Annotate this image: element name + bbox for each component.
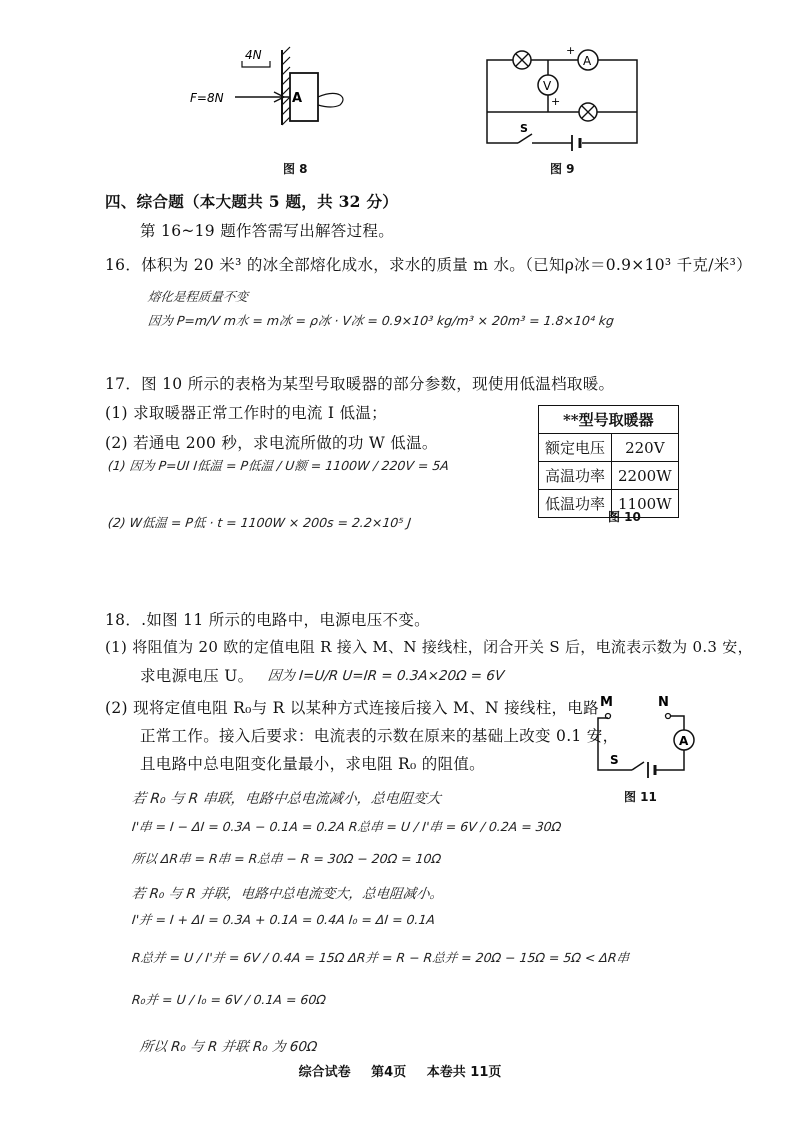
footer-subject: 综合试卷 — [298, 1065, 351, 1080]
figure-9-plus-1: + — [566, 44, 576, 57]
q16-answer-line-2: 因为 P=m/V m水 = m冰 = ρ冰 · V冰 = 0.9×10³ kg/m³ × 20m³ = 1.8×10⁴ kg — [147, 313, 615, 328]
q16-text: 16．体积为 20 米³ 的冰全部熔化成水，求水的质量 m 水。（已知ρ冰＝0.9×10³ 千克/米³） — [105, 256, 752, 274]
q18-part-1-a: (1) 将阻值为 20 欧的定值电阻 R 接入 M、N 接线柱，闭合开关 S 后，电流表示数为 0.3 安， — [105, 638, 753, 656]
table-row — [539, 462, 679, 490]
figure-11-drawing — [588, 690, 718, 785]
spec-value: 220V — [612, 434, 679, 462]
section-heading: 四、综合题（本大题共 5 题，共 32 分） — [105, 192, 399, 211]
q18-work-line: R总并 = U / I'并 = 6V / 0.4A = 15Ω ΔR并 = R − R总并 = 20Ω − 15Ω = 5Ω < ΔR串 — [131, 950, 630, 965]
q18-work-line: 若 R₀ 与 R 并联，电路中总电流变大，总电阻减小。 — [130, 886, 444, 902]
q18-work-line: R₀并 = U / I₀ = 6V / 0.1A = 60Ω — [131, 992, 327, 1007]
figure-10-caption: 图 10 — [608, 510, 641, 524]
q18-part-2-a: (2) 现将定值电阻 R₀与 R 以某种方式连接后接入 M、N 接线柱，电路 — [105, 699, 599, 717]
q18-part-2-c: 且电路中总电阻变化量最小，求电阻 R₀ 的阻值。 — [140, 755, 485, 773]
spec-key: 高温功率 — [539, 462, 612, 490]
figure-9-switch-label: S — [520, 122, 528, 135]
q18-work-line: 若 R₀ 与 R 串联，电路中总电流减小，总电阻变大 — [131, 791, 442, 807]
q17-answer-1: (1) 因为 P=UI I低温 = P低温 / U额 = 1100W / 220V = 5A — [107, 458, 450, 473]
page-footer — [0, 1061, 800, 1080]
figure-9-plus-2: + — [551, 95, 561, 108]
q18-work-line: I'并 = I + ΔI = 0.3A + 0.1A = 0.4A I₀ = ΔI = 0.1A — [131, 912, 436, 927]
figure-9-ammeter-label: A — [583, 54, 592, 68]
figure-8-caption: 图 8 — [283, 162, 308, 176]
heater-spec-table — [538, 405, 679, 518]
q18-work-line: 所以 R₀ 与 R 并联 R₀ 为 60Ω — [138, 1039, 319, 1055]
spec-table-title: **型号取暖器 — [539, 406, 679, 434]
q17-part-1: (1) 求取暖器正常工作时的电流 I 低温； — [105, 404, 387, 422]
q18-work-line: 所以 ΔR串 = R串 = R总串 − R = 30Ω − 20Ω = 10Ω — [131, 851, 442, 866]
q18-work-line: I'串 = I − ΔI = 0.3A − 0.1A = 0.2A R总串 = U / I'串 = 6V / 0.2A = 30Ω — [131, 819, 563, 834]
q17-answer-2: (2) W低温 = P低 · t = 1100W × 200s = 2.2×10⁵ J — [107, 515, 412, 530]
spec-key: 低温功率 — [539, 490, 612, 518]
figure-8-block-label: A — [292, 91, 303, 106]
q18-part-1-b: 求电源电压 U。 — [140, 667, 254, 685]
q18-text: 18．.如图 11 所示的电路中，电源电压不变。 — [105, 611, 430, 629]
q16-answer-line-1: 熔化是程质量不变 — [147, 289, 249, 304]
figure-9-voltmeter-label: V — [543, 79, 552, 93]
spec-key: 额定电压 — [539, 434, 612, 462]
figure-8-drawing — [190, 45, 360, 145]
table-row — [539, 434, 679, 462]
section-note: 第 16~19 题作答需写出解答过程。 — [140, 222, 394, 240]
footer-page-number: 第4页 — [371, 1065, 407, 1080]
figure-9-drawing — [480, 40, 650, 155]
q17-part-2: (2) 若通电 200 秒，求电流所做的功 W 低温。 — [105, 434, 438, 452]
figure-8-4n-label: 4N — [245, 48, 262, 62]
spec-value: 1100W — [612, 490, 679, 518]
figure-11-caption: 图 11 — [624, 790, 657, 804]
terminal-m-label: M — [600, 695, 613, 710]
figure-11-ammeter-label: A — [679, 734, 689, 748]
terminal-n-label: N — [658, 695, 669, 710]
footer-total-pages: 本卷共 11页 — [426, 1065, 502, 1080]
figure-8-force-label: F=8N — [190, 91, 224, 105]
figure-9-caption: 图 9 — [550, 162, 575, 176]
q18-part-2-b: 正常工作。接入后要求：电流表的示数在原来的基础上改变 0.1 安， — [140, 727, 619, 745]
q17-text: 17．图 10 所示的表格为某型号取暖器的部分参数，现使用低温档取暖。 — [105, 375, 615, 393]
figure-11-switch-label: S — [610, 753, 619, 767]
spec-value: 2200W — [612, 462, 679, 490]
q18-part-1-answer: 因为 I=U/R U=IR = 0.3A×20Ω = 6V — [266, 668, 506, 684]
